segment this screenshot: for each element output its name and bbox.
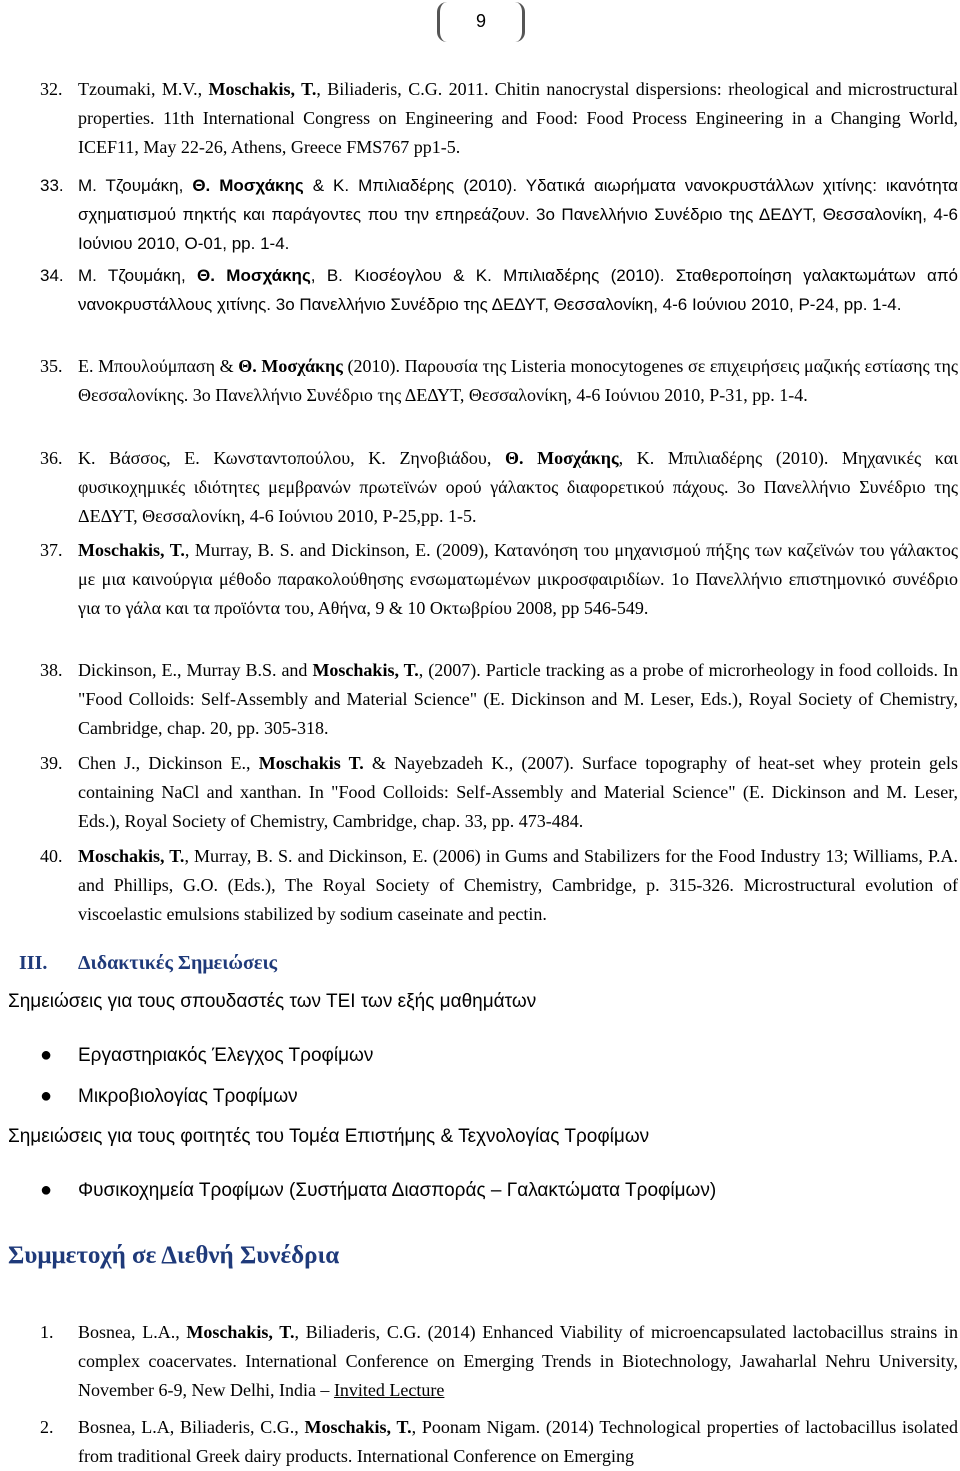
- notes-intro-line: Σημειώσεις για τους σπουδαστές των ΤΕΙ των εξής μαθημάτων: [8, 991, 537, 1012]
- bullet-icon: ●: [40, 1179, 53, 1201]
- reference-item: 39. Chen J., Dickinson E., Moschakis T. & Nayebzadeh K., (2007). Surface topography of heat-set whey protein gels containing NaCl and xanthan. In "Food Colloids: Self-Assembly and Material Science" (E. Dickinson and M. Leser, Eds.), Royal Society of Chemistry, Cambridge, chap. 33, pp. 473-484.: [40, 753, 958, 831]
- conferences-heading: Συμμετοχή σε Διεθνή Συνέδρια: [8, 1242, 340, 1269]
- reference-item: 37. Moschakis, T., Murray, B. S. and Dickinson, E. (2009), Κατανόηση του μηχανισμού πήξης των καζεϊνών του γάλακτος με μια καινούργια μέθοδο παρακολούθησης ενσωματωμένων μικροσφαιριδίων. 1ο Πανελλήνιο επιστημονικό συνέδριο για το γάλα και τα προϊόντα του, Αθήνα, 9 & 10 Οκτωβρίου 2008, pp 546-549.: [40, 540, 958, 618]
- section-title: Διδακτικές Σημειώσεις: [78, 952, 278, 974]
- course-list-item: Μικροβιολογίας Τροφίμων: [78, 1086, 298, 1107]
- section-number: III.: [19, 952, 48, 974]
- reference-item: 35. Ε. Μπουλούμπαση & Θ. Μοσχάκης (2010). Παρουσία της Listeria monocytogenes σε επιχειρήσεις μαζικής εστίασης της Θεσσαλονίκης. 3ο Πανελλήνιο Συνέδριο της ΔΕΔΥΤ, Θεσσαλονίκη, 4-6 Ιούνιου 2010, P-31, pp. 1-4.: [40, 356, 958, 405]
- bullet-icon: ●: [40, 1085, 53, 1107]
- notes-intro-line: Σημειώσεις για τους φοιτητές του Τομέα Επιστήμης & Τεχνολογίας Τροφίμων: [8, 1126, 650, 1147]
- invited-lecture-label: Invited Lecture: [333, 1380, 445, 1400]
- reference-item: 32. Tzoumaki, M.V., Moschakis, T., Biliaderis, C.G. 2011. Chitin nanocrystal dispersions: rheological and microstructural properties. 11th International Congress on Engineering and Food: Food Process Engineering in a Changing World, ICEF11, May 22-26, Athens, Greece FMS767 pp1-5.: [40, 79, 958, 157]
- reference-item: 38. Dickinson, E., Murray B.S. and Moschakis, T., (2007). Particle tracking as a probe of microrheology in food colloids. In "Food Colloids: Self-Assembly and Material Science" (E. Dickinson and M. Leser, Eds.), Royal Society of Chemistry, Cambridge, chap. 20, pp. 305-318.: [40, 660, 959, 738]
- page-number: 9: [437, 2, 525, 42]
- reference-item: 33. Μ. Τζουμάκη, Θ. Μοσχάκης & Κ. Μπιλιαδέρης (2010). Υδατικά αιωρήματα νανοκρυστάλλων χιτίνης: ικανότητα σχηματισμού πηκτής και παράγοντες που την επηρεάζουν. 3ο Πανελλήνιο Συνέδριο της ΔΕΔΥΤ, Θεσσαλονίκη, 4-6 Ιούνιου 2010, Ο-01, pp. 1-4.: [40, 176, 959, 253]
- reference-item: 34. Μ. Τζουμάκη, Θ. Μοσχάκης, Β. Κιοσέογλου & Κ. Μπιλιαδέρης (2010). Σταθεροποίηση γαλακτωμάτων από νανοκρυστάλλους χιτίνης. 3ο Πανελλήνιο Συνέδριο της ΔΕΔΥΤ, Θεσσαλονίκη, 4-6 Ιούνιου 2010, P-24, pp. 1-4.: [40, 266, 958, 314]
- reference-item: 40. Moschakis, T., Murray, B. S. and Dickinson, E. (2006) in Gums and Stabilizers for the Food Industry 13; Williams, P.A. and Phillips, G.O. (Eds.), The Royal Society of Chemistry, Cambridge, p. 315-326. Microstructural evolution of viscoelastic emulsions stabilized by sodium caseinate and pectin.: [40, 846, 959, 924]
- reference-item: 36. Κ. Βάσσος, Ε. Κωνσταντοπούλου, Κ. Ζηνοβιάδου, Θ. Μοσχάκης, Κ. Μπιλιαδέρης (2010). Μηχανικές και φυσικοχημικές ιδιότητες μεμβρανών πρωτεϊνών ορού γάλακτος διαφορετικού πάχους. 3ο Πανελλήνιο Συνέδριο της ΔΕΔΥΤ, Θεσσαλονίκη, 4-6 Ιούνιου 2010, P-25,pp. 1-5.: [40, 448, 958, 526]
- bullet-icon: ●: [40, 1044, 53, 1066]
- conference-item: 2. Bosnea, L.A, Biliaderis, C.G., Moschakis, T., Poonam Nigam. (2014) Technological properties of lactobacillus isolated from traditional Greek dairy products. International Conference on Emerging: [40, 1417, 958, 1466]
- conference-item: 1. Bosnea, L.A., Moschakis, T., Biliaderis, C.G. (2014) Enhanced Viability of microencapsulated lactobacillus strains in complex coacervates. International Conference on Emerging Trends in Biotechnology, Jawaharlal Nehru University, November 6-9, New Delhi, India – Invited Lecture: [40, 1322, 959, 1400]
- course-list-item: Φυσικοχημεία Τροφίμων (Συστήματα Διασποράς – Γαλακτώματα Τροφίμων): [78, 1180, 717, 1201]
- course-list-item: Εργαστηριακός Έλεγχος Τροφίμων: [78, 1045, 374, 1066]
